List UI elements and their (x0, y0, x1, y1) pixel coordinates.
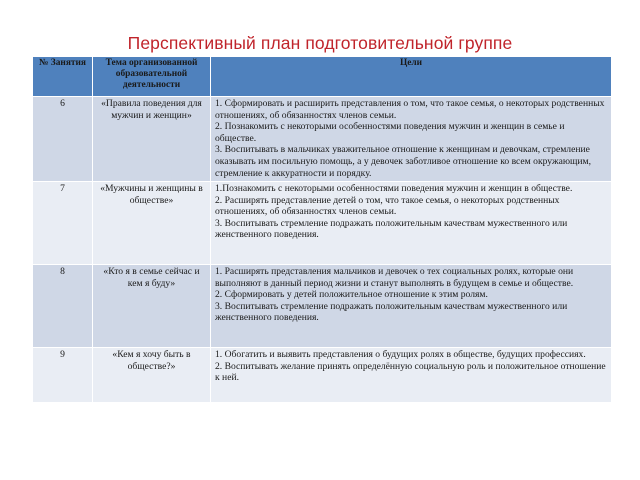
lesson-topic: «Кем я хочу быть в обществе?» (93, 348, 211, 403)
goal-item: 1. Сформировать и расширить представления о том, что такое семья, о некоторых родственных отношениях, об обязанностях членов семьи. (215, 98, 605, 121)
header-goals: Цели (211, 57, 612, 97)
lesson-number: 9 (33, 348, 93, 403)
lesson-plan-table (32, 56, 612, 403)
goal-item: 1.Познакомить с некоторыми особенностями поведения мужчин и женщин в обществе. (215, 183, 573, 194)
table-row (33, 182, 612, 265)
lesson-topic: «Правила поведения для мужчин и женщин» (93, 97, 211, 182)
lesson-goals (211, 97, 612, 182)
table-row (33, 97, 612, 182)
goal-item: 2. Познакомить с некоторыми особенностями поведения мужчин и женщин в семье и обществе. (215, 121, 565, 144)
goal-item: 1. Расширять представления мальчиков и девочек о тех социальных ролях, которые они выполняют в данный период жизни и станут выполнять в будущем в семье и обществе. (215, 266, 574, 289)
lesson-goals (211, 348, 612, 403)
lesson-number: 6 (33, 97, 93, 182)
lesson-topic: «Кто я в семье сейчас и кем я буду» (93, 265, 211, 348)
page-title: Перспективный план подготовительной группе (127, 33, 513, 53)
lesson-topic: «Мужчины и женщины в обществе» (93, 182, 211, 265)
lesson-goals (211, 265, 612, 348)
goal-item: 2. Сформировать у детей положительное отношение к этим ролям. (215, 289, 488, 301)
goal-item: 3. Воспитывать стремление подражать положительным качествам мужественного или женственного поведения. (215, 217, 568, 241)
table-header-row (33, 57, 612, 97)
header-topic: Тема организованной образовательной деятельности (93, 57, 211, 97)
lesson-number: 7 (33, 182, 93, 265)
lesson-goals (211, 182, 612, 265)
table-row (33, 265, 612, 348)
goal-item: 3. Воспитывать стремление подражать положительным качествам мужественного или женственного поведения. (215, 300, 568, 324)
goal-item: 2. Воспитывать желание принять определённую социальную роль и положительное отношение к ней. (215, 360, 606, 384)
lesson-number: 8 (33, 265, 93, 348)
goal-item: 3. Воспитывать в мальчиках уважительное отношение к женщинам и девочкам, стремление оказывать им посильную помощь, а у девочек заботливое отношение ко всем окружающим, стремление к аккуратности и порядку. (215, 144, 591, 179)
goal-item: 1. Обогатить и выявить представления о будущих ролях в обществе, будущих профессиях. (215, 349, 586, 360)
goal-item: 2. Расширять представление детей о том, что такое семья, о некоторых родственных отношениях, об обязанностях членов семьи. (215, 194, 560, 218)
header-lesson-number: № Занятия (33, 57, 93, 97)
table-row (33, 348, 612, 403)
